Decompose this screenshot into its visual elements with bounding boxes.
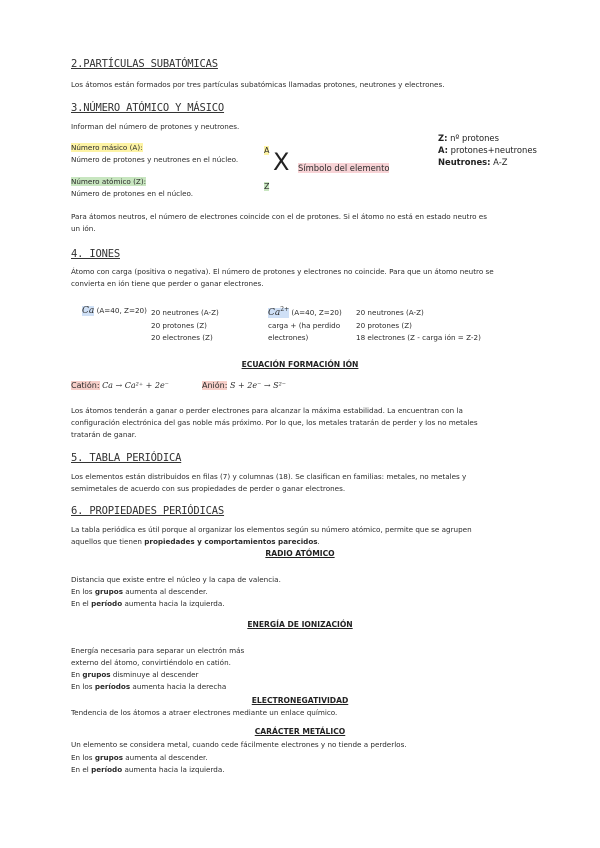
ionization-energy-heading: ENERGÍA DE IONIZACIÓN [247, 620, 353, 629]
paragraph: convierta en ión tiene que perder o ganar electrones. [71, 279, 264, 288]
section-heading-4: 4. IONES [71, 248, 120, 260]
paragraph: semimetales de acuerdo con sus propiedades de perder o ganar electrones. [71, 484, 346, 493]
paragraph: La tabla periódica es útil porque al organizar los elementos según su número atómico, permite que se agrupen [71, 525, 472, 534]
section-heading-3: 3.NÚMERO ATÓMICO Y MÁSICO [71, 102, 225, 114]
paragraph: En el período aumenta hacia la izquierda. [71, 765, 225, 774]
paragraph: En los períodos aumenta hacia la derecha [71, 682, 227, 691]
ca-ion-charge: electrones) [268, 333, 309, 342]
paragraph: Tendencia de los átomos a atraer electrones mediante un enlace químico. [71, 708, 338, 717]
mass-number-label: Número másico (A): [71, 143, 143, 152]
section-heading-2: 2.PARTÍCULAS SUBATÓMICAS [71, 58, 218, 70]
atomic-number-label: Número atómico (Z): [71, 177, 147, 186]
electronegativity-heading: ELECTRONEGATIVIDAD [251, 696, 349, 705]
atomic-radius-heading: RADIO ATÓMICO [265, 549, 335, 558]
section-heading-5: 5. TABLA PERIÓDICA [71, 452, 182, 464]
symbol-label: Símbolo del elemento [298, 163, 390, 173]
ca-electrons: 20 electrones (Z) [151, 333, 213, 342]
paragraph: Los átomos están formados por tres partículas subatómicas llamadas protones, neutrones y electrones. [71, 80, 445, 89]
note-neutrons: Neutrones: A-Z [438, 157, 508, 167]
paragraph: un ión. [71, 224, 96, 233]
mass-number-desc: Número de protones y neutrones en el núcleo. [71, 155, 239, 164]
paragraph: Informan del número de protones y neutrones. [71, 122, 240, 131]
ca-atom: Ca (A=40, Z=20) [82, 306, 147, 316]
paragraph: En los grupos aumenta al descender. [71, 587, 208, 596]
paragraph: externo del átomo, convirtiéndolo en catión. [71, 658, 231, 667]
cation-equation: Catión: Ca → Ca²⁺ + 2e⁻ [71, 381, 169, 390]
ca-ion: $Ca^{2+}$ (A=40, Z=20) [268, 306, 342, 318]
paragraph: Energía necesaria para separar un electrón más [71, 646, 245, 655]
anion-equation: Anión: S + 2e⁻ → S²⁻ [202, 381, 286, 390]
ca-ion-neutrons: 20 neutrones (A-Z) [356, 308, 424, 317]
paragraph: Un elemento se considera metal, cuando cede fácilmente electrones y no tiende a perderlos. [71, 740, 407, 749]
section-heading-6: 6. PROPIEDADES PERIÓDICAS [71, 505, 225, 517]
ion-equation-heading: ECUACIÓN FORMACIÓN IÓN [241, 360, 359, 369]
ca-ion-charge: carga + (ha perdido [268, 321, 341, 330]
atomic-number-desc: Número de protones en el núcleo. [71, 189, 194, 198]
paragraph: Los elementos están distribuidos en filas (7) y columnas (18). Se clasifican en familias: metales, no metales y [71, 472, 467, 481]
paragraph: configuración electrónica del gas noble más próximo. Por lo que, los metales tratarán de perder y los no metales [71, 418, 478, 427]
note-a: A: protones+neutrones [438, 145, 537, 155]
atomic-number-symbol: Z [264, 182, 270, 191]
ca-neutrons: 20 neutrones (A-Z) [151, 308, 219, 317]
paragraph: Átomo con carga (positiva o negativa). El número de protones y electrones no coincide. Para que un átomo neutro se [71, 267, 494, 276]
paragraph: tratarán de ganar. [71, 430, 137, 439]
ca-protons: 20 protones (Z) [151, 321, 207, 330]
paragraph: En los grupos aumenta al descender. [71, 753, 208, 762]
paragraph: Los átomos tenderán a ganar o perder electrones para alcanzar la máxima estabilidad. La encuentran con la [71, 406, 463, 415]
ca-ion-protons: 20 protones (Z) [356, 321, 412, 330]
paragraph: Para átomos neutros, el número de electrones coincide con el de protones. Si el átomo no está en estado neutro es [71, 212, 487, 221]
element-symbol-x: X [273, 148, 290, 176]
paragraph: En el período aumenta hacia la izquierda. [71, 599, 225, 608]
paragraph: Distancia que existe entre el núcleo y la capa de valencia. [71, 575, 281, 584]
metallic-character-heading: CARÁCTER METÁLICO [254, 727, 346, 736]
ca-ion-electrons: 18 electrones (Z - carga ión = Z-2) [356, 333, 481, 342]
note-z: Z: nº protones [438, 133, 499, 143]
mass-number-symbol: A [264, 146, 270, 155]
paragraph: En grupos disminuye al descender [71, 670, 199, 679]
paragraph: aquellos que tienen propiedades y comportamientos parecidos. [71, 537, 320, 546]
